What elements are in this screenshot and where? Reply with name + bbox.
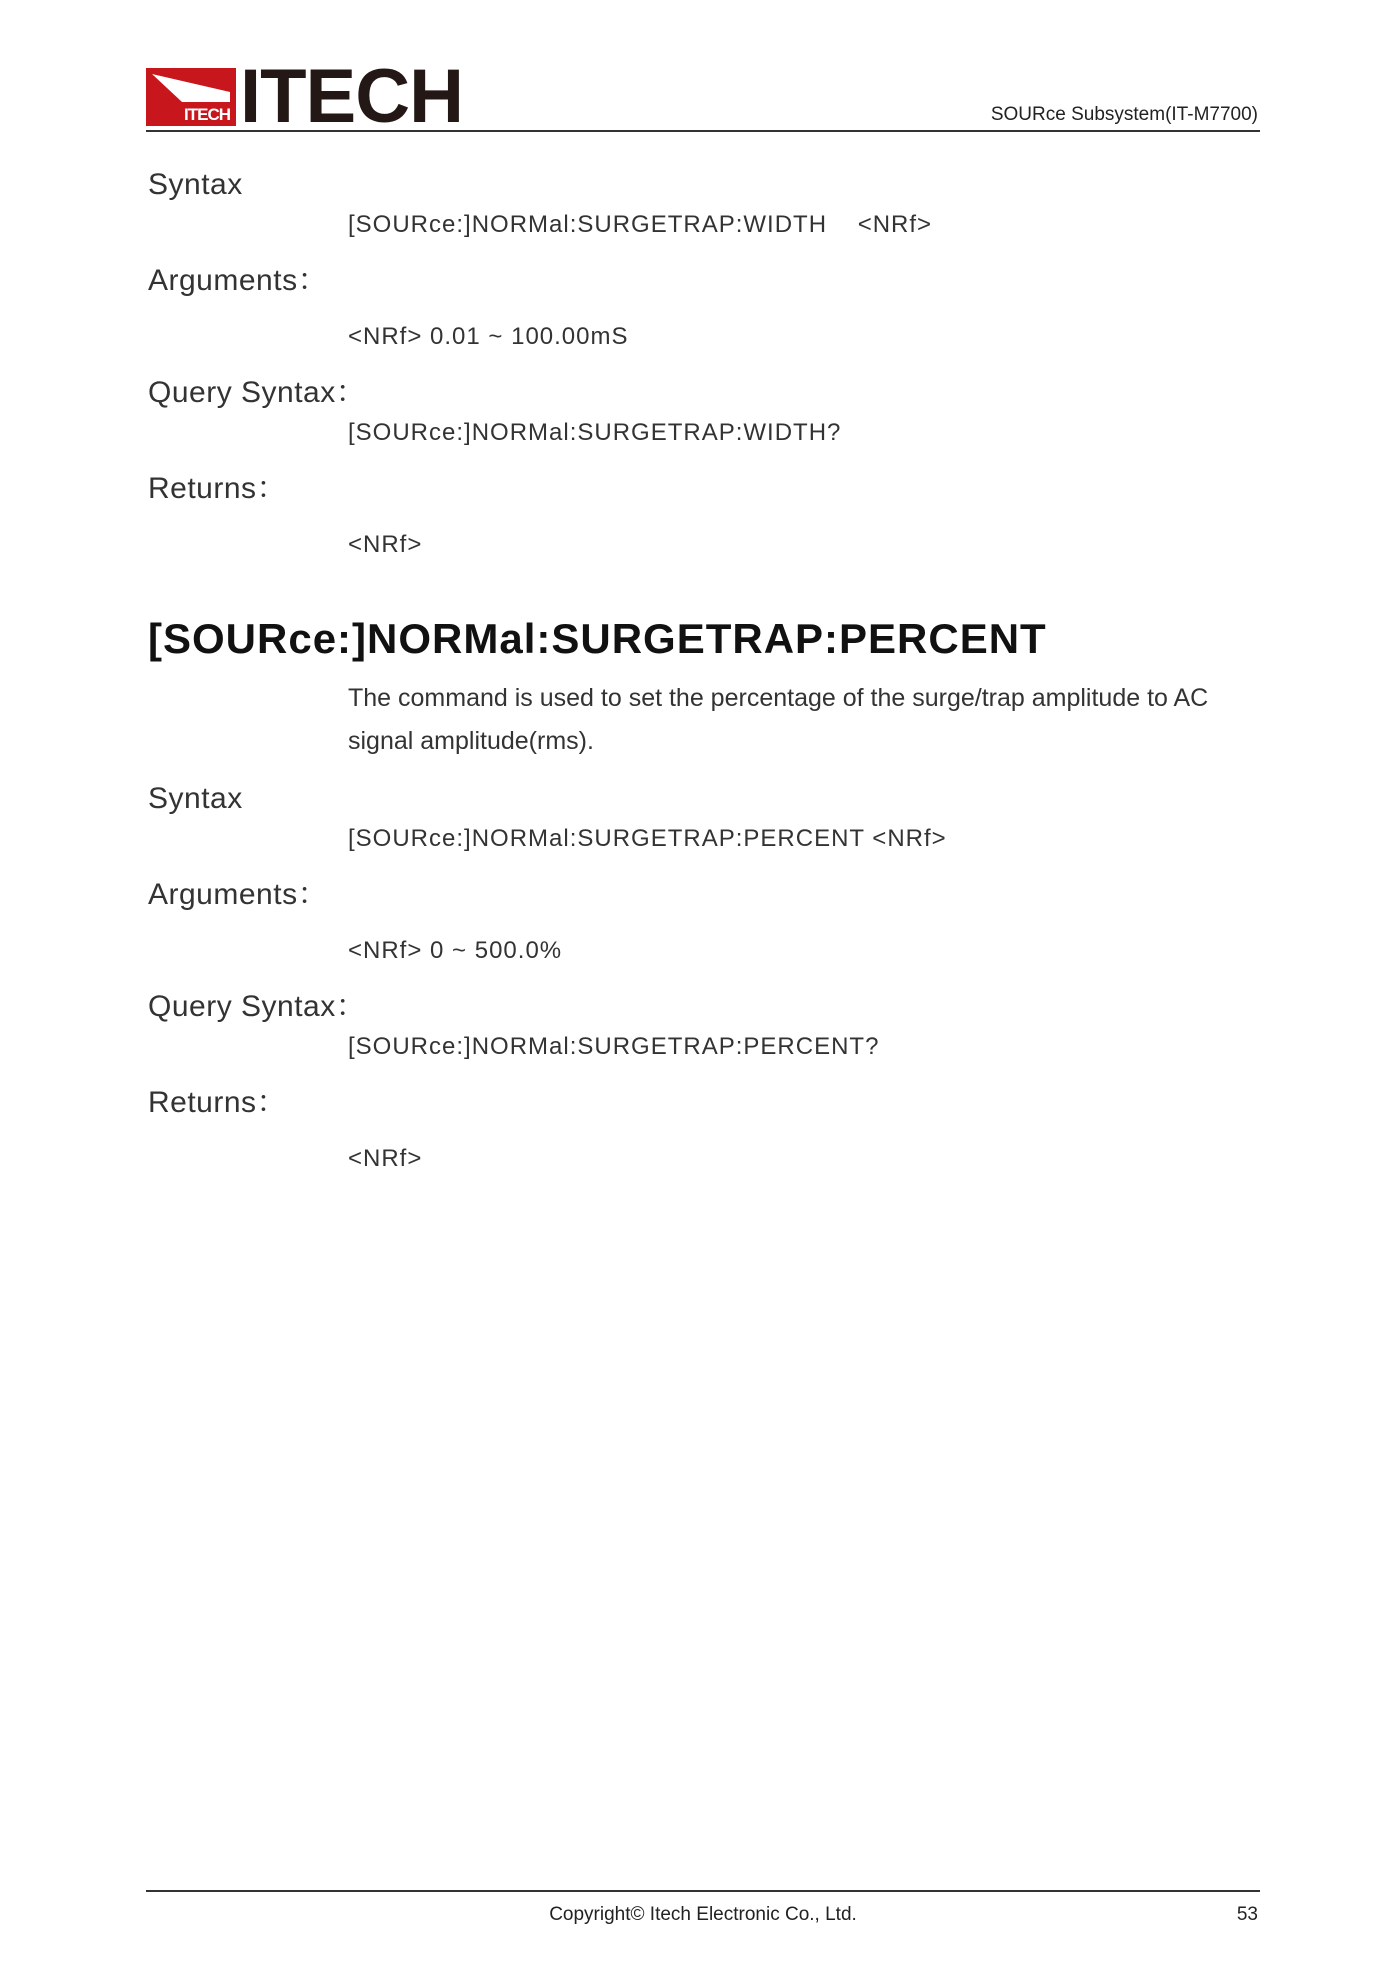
arguments-value: <NRf> 0 ~ 500.0% (348, 937, 563, 964)
arguments-value: <NRf> 0.01 ~ 100.00mS (348, 323, 629, 350)
footer-copyright: Copyright© Itech Electronic Co., Ltd. (549, 1904, 857, 1925)
arguments-label: Arguments： (148, 878, 329, 911)
syntax-label: Syntax (148, 168, 243, 201)
command-description: The command is used to set the percentage of the surge/trap amplitude to AC signal amplitude(rms). (348, 684, 1209, 755)
returns-value: <NRf> (348, 1145, 423, 1172)
returns-label: Returns： (148, 472, 288, 505)
page-number: 53 (1236, 1904, 1258, 1925)
itech-logo (146, 54, 463, 139)
page-footer (146, 1890, 1260, 1932)
logo-emblem-icon (146, 68, 236, 126)
logo-wordmark: ITECH (240, 54, 463, 139)
syntax-value: [SOURce:]NORMal:SURGETRAP:WIDTH <NRf> (348, 211, 933, 238)
query-syntax-value: [SOURce:]NORMal:SURGETRAP:PERCENT? (348, 1033, 880, 1060)
query-syntax-value: [SOURce:]NORMal:SURGETRAP:WIDTH? (348, 419, 842, 446)
arguments-label: Arguments： (148, 264, 329, 297)
returns-label: Returns： (148, 1086, 288, 1119)
syntax-value: [SOURce:]NORMal:SURGETRAP:PERCENT <NRf> (348, 825, 947, 852)
query-syntax-label: Query Syntax： (148, 990, 367, 1023)
page-header (146, 54, 1260, 139)
returns-value: <NRf> (348, 531, 423, 558)
header-title: SOURce Subsystem(IT-M7700) (990, 104, 1258, 125)
document-body (148, 165, 1258, 1179)
logo-small-text: ITECH (184, 105, 230, 124)
syntax-label: Syntax (148, 782, 243, 815)
command-title: [SOURce:]NORMal:SURGETRAP:PERCENT (148, 615, 1047, 662)
query-syntax-label: Query Syntax： (148, 376, 367, 409)
